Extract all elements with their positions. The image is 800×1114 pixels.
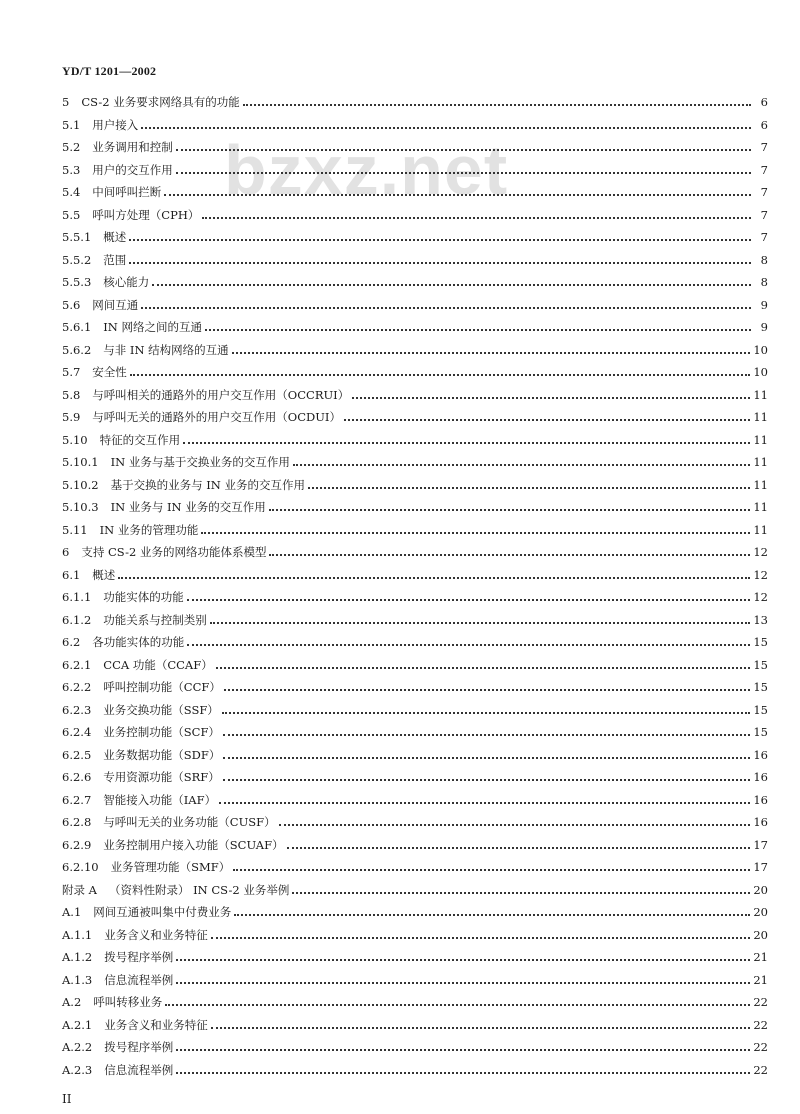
toc-entry-title: 与呼叫无关的通路外的用户交互作用（OCDUI） [92, 410, 341, 425]
toc-entry [62, 991, 768, 1014]
toc-entry-number: A.1.1 [62, 927, 93, 942]
toc-entry-page: 8 [760, 252, 768, 267]
toc-dot-leader [234, 904, 750, 916]
toc-entry-number: 6.1 [62, 567, 81, 582]
toc-entry-number: 5.9 [62, 410, 81, 425]
toc-entry-title: 呼叫转移业务 [93, 995, 163, 1010]
toc-dot-leader [129, 252, 751, 264]
toc-entry [62, 474, 768, 497]
toc-entry-title: 概述 [92, 567, 116, 582]
toc-entry-number: 5.5.1 [62, 230, 92, 245]
toc-entry-number: 5.11 [62, 522, 88, 537]
toc-dot-leader [130, 364, 751, 376]
toc-dot-leader [176, 949, 750, 961]
toc-entry-page: 15 [753, 635, 768, 650]
toc-dot-leader [165, 994, 750, 1006]
toc-dot-leader [211, 927, 751, 939]
watermark: bzxz.net [224, 131, 509, 209]
toc-dot-leader [210, 612, 751, 624]
toc-entry-page: 7 [760, 207, 768, 222]
toc-dot-leader [292, 882, 750, 894]
toc-entry-page: 12 [753, 590, 768, 605]
toc-entry-page: 8 [760, 275, 768, 290]
toc-entry [62, 384, 768, 407]
toc-entry-page: 11 [753, 522, 768, 537]
toc-dot-leader [205, 319, 751, 331]
toc-entry-page: 9 [760, 320, 768, 335]
toc-entry-title: 功能关系与控制类别 [103, 612, 207, 627]
toc-entry-page: 17 [753, 860, 768, 875]
toc-entry [62, 451, 768, 474]
toc-entry [62, 564, 768, 587]
toc-entry-page: 6 [760, 95, 768, 110]
toc-entry [62, 339, 768, 362]
toc-entry [62, 586, 768, 609]
toc-entry-title: 业务控制用户接入功能（SCUAF） [103, 837, 284, 852]
toc-dot-leader [176, 139, 751, 151]
toc-entry-page: 16 [753, 747, 768, 762]
toc-entry [62, 316, 768, 339]
toc-entry-title: 特征的交互作用 [99, 432, 181, 447]
toc-entry [62, 204, 768, 227]
toc-dot-leader [269, 544, 750, 556]
toc-dot-leader [269, 499, 751, 511]
toc-entry-page: 10 [753, 342, 768, 357]
toc-entry-number: 5.6.1 [62, 320, 92, 335]
toc-entry-number: 附录 A [62, 882, 97, 897]
toc-entry [62, 1036, 768, 1059]
toc-entry [62, 654, 768, 677]
toc-entry [62, 226, 768, 249]
toc-entry [62, 249, 768, 272]
toc-entry-title: 概述 [103, 230, 127, 245]
toc-entry [62, 879, 768, 902]
toc-entry-page: 11 [753, 500, 768, 515]
toc-entry-page: 15 [753, 680, 768, 695]
toc-entry-number: 6.2.9 [62, 837, 92, 852]
toc-entry-number: A.2.2 [62, 1040, 93, 1055]
toc-entry [62, 631, 768, 654]
toc-entry [62, 856, 768, 879]
toc-entry-number: 5.4 [62, 185, 81, 200]
toc-entry [62, 766, 768, 789]
toc-entry-number: 5.5.2 [62, 252, 92, 267]
toc-entry [62, 924, 768, 947]
toc-dot-leader [352, 387, 750, 399]
toc-entry-title: 业务含义和业务特征 [104, 1017, 208, 1032]
toc-entry-page: 22 [753, 995, 768, 1010]
toc-entry-number: 5.3 [62, 162, 81, 177]
toc-entry-title: 网间互通 [92, 297, 139, 312]
toc-dot-leader [202, 207, 751, 219]
toc-entry-page: 13 [753, 612, 768, 627]
toc-entry-page: 11 [753, 387, 768, 402]
toc-dot-leader [176, 972, 750, 984]
toc-entry-number: A.2 [62, 995, 82, 1010]
toc-entry-page: 20 [753, 882, 768, 897]
toc-entry-title: 范围 [103, 252, 127, 267]
toc-entry [62, 181, 768, 204]
toc-entry [62, 1014, 768, 1037]
toc-entry-title: IN 网络之间的互通 [103, 320, 203, 335]
toc-entry [62, 429, 768, 452]
toc-entry [62, 699, 768, 722]
toc-entry-number: 6.2.8 [62, 815, 92, 830]
toc-entry-title: 拨号程序举例 [104, 950, 174, 965]
toc-entry-page: 11 [753, 477, 768, 492]
toc-entry-number: 6.2.10 [62, 860, 99, 875]
toc-entry-title: CCA 功能（CCAF） [103, 657, 213, 672]
toc-entry-number: 5.8 [62, 387, 81, 402]
toc-entry-page: 16 [753, 792, 768, 807]
toc-entry-number: 6.2.1 [62, 657, 92, 672]
toc-entry-number: 6.2.6 [62, 770, 92, 785]
toc-entry-number: 6.2.7 [62, 792, 92, 807]
toc-entry-title: 业务数据功能（SDF） [103, 747, 221, 762]
toc-entry [62, 969, 768, 992]
toc-entry-title: IN 业务的管理功能 [99, 522, 199, 537]
toc-entry-number: A.1.3 [62, 972, 93, 987]
toc-entry-title: 专用资源功能（SRF） [103, 770, 220, 785]
toc-entry-page: 15 [753, 657, 768, 672]
document-header: YD/T 1201—2002 [62, 64, 157, 78]
toc-entry-title: 业务调用和控制 [92, 140, 173, 155]
toc-entry-page: 22 [753, 1062, 768, 1077]
toc-entry [62, 406, 768, 429]
toc-entry-page: 21 [753, 972, 768, 987]
toc-entry-page: 20 [753, 905, 768, 920]
toc-entry-page: 16 [753, 815, 768, 830]
toc-entry-number: 6.2.2 [62, 680, 92, 695]
toc-dot-leader [141, 297, 751, 309]
toc-entry [62, 1059, 768, 1082]
toc-dot-leader [344, 409, 750, 421]
toc-dot-leader [187, 634, 750, 646]
toc-entry-title: 基于交换的业务与 IN 业务的交互作用 [110, 477, 305, 492]
toc-entry-number: 5.1 [62, 117, 81, 132]
toc-entry-title: 信息流程举例 [104, 1062, 174, 1077]
toc-entry-page: 6 [760, 117, 768, 132]
toc-entry-title: 核心能力 [103, 275, 150, 290]
toc-dot-leader [223, 724, 750, 736]
toc-dot-leader [152, 274, 751, 286]
toc-entry-number: 5.7 [62, 365, 81, 380]
toc-entry-title: 用户接入 [92, 117, 139, 132]
toc-entry-title: CS-2 业务要求网络具有的功能 [81, 95, 240, 110]
toc-dot-leader [129, 229, 751, 241]
toc-entry-title: 各功能实体的功能 [92, 635, 185, 650]
toc-dot-leader [164, 184, 751, 196]
toc-entry [62, 294, 768, 317]
toc-entry-title: 中间呼叫拦断 [92, 185, 162, 200]
toc-dot-leader [279, 814, 751, 826]
toc-entry-page: 12 [753, 567, 768, 582]
toc-entry-number: 6.1.1 [62, 590, 92, 605]
toc-entry-page: 7 [760, 162, 768, 177]
toc-entry-page: 22 [753, 1040, 768, 1055]
toc-entry-title: 信息流程举例 [104, 972, 174, 987]
toc-entry [62, 361, 768, 384]
toc-dot-leader [216, 657, 751, 669]
toc-entry-page: 10 [753, 365, 768, 380]
toc-entry-title: 业务管理功能（SMF） [110, 860, 231, 875]
toc-entry-title: 功能实体的功能 [103, 590, 184, 605]
toc-entry-page: 9 [760, 297, 768, 312]
toc-entry-page: 11 [753, 410, 768, 425]
toc-dot-leader [219, 792, 750, 804]
toc-dot-leader [223, 747, 750, 759]
toc-entry [62, 946, 768, 969]
toc-entry [62, 91, 768, 114]
toc-entry-title: 呼叫控制功能（CCF） [103, 680, 221, 695]
toc-entry-page: 11 [753, 432, 768, 447]
toc-entry-number: A.2.3 [62, 1062, 93, 1077]
toc-dot-leader [224, 679, 751, 691]
toc-entry-number: 5.5 [62, 207, 81, 222]
toc-entry-title: （资料性附录） IN CS-2 业务举例 [108, 882, 290, 897]
toc-dot-leader [243, 94, 751, 106]
toc-dot-leader [183, 432, 750, 444]
toc-dot-leader [308, 477, 750, 489]
toc-dot-leader [141, 117, 751, 129]
toc-entry-number: 6.1.2 [62, 612, 92, 627]
page-number: II [62, 1092, 72, 1106]
toc-entry [62, 721, 768, 744]
toc-dot-leader [176, 1062, 750, 1074]
toc-entry-number: 6.2 [62, 635, 81, 650]
toc-entry-title: 用户的交互作用 [92, 162, 173, 177]
toc-entry-title: 网间互通被叫集中付费业务 [93, 905, 232, 920]
toc-dot-leader [176, 1039, 750, 1051]
toc-entry [62, 744, 768, 767]
toc-entry-number: 6.2.4 [62, 725, 92, 740]
toc-entry-page: 15 [753, 702, 768, 717]
toc-entry [62, 136, 768, 159]
toc-dot-leader [201, 522, 750, 534]
toc-entry-title: 业务交换功能（SSF） [103, 702, 219, 717]
toc-dot-leader [118, 567, 750, 579]
toc-entry-number: 6.2.3 [62, 702, 92, 717]
toc-entry-number: 5.10 [62, 432, 88, 447]
toc-entry-title: IN 业务与 IN 业务的交互作用 [110, 500, 266, 515]
toc-entry [62, 271, 768, 294]
toc-entry-number: 5 [62, 95, 70, 110]
toc-entry-title: 智能接入功能（IAF） [103, 792, 217, 807]
toc-entry-title: 业务控制功能（SCF） [103, 725, 220, 740]
table-of-contents [62, 91, 768, 1081]
toc-entry-title: IN 业务与基于交换业务的交互作用 [110, 455, 290, 470]
toc-entry-number: 5.5.3 [62, 275, 92, 290]
toc-entry [62, 519, 768, 542]
toc-dot-leader [293, 454, 751, 466]
toc-dot-leader [233, 859, 750, 871]
toc-dot-leader [223, 769, 751, 781]
toc-entry-page: 11 [753, 455, 768, 470]
toc-entry [62, 114, 768, 137]
toc-entry-number: 6 [62, 545, 70, 560]
toc-entry-title: 支持 CS-2 业务的网络功能体系模型 [81, 545, 267, 560]
toc-entry-page: 17 [753, 837, 768, 852]
toc-entry-title: 拨号程序举例 [104, 1040, 174, 1055]
toc-entry-number: 6.2.5 [62, 747, 92, 762]
toc-entry-title: 与非 IN 结构网络的互通 [103, 342, 229, 357]
toc-entry [62, 676, 768, 699]
toc-entry-page: 15 [753, 725, 768, 740]
toc-entry-number: 5.6.2 [62, 342, 92, 357]
toc-entry-number: A.2.1 [62, 1017, 93, 1032]
toc-entry-page: 7 [760, 185, 768, 200]
toc-entry [62, 541, 768, 564]
toc-entry [62, 496, 768, 519]
toc-entry-title: 呼叫方处理（CPH） [92, 207, 200, 222]
toc-dot-leader [287, 837, 751, 849]
toc-entry [62, 901, 768, 924]
toc-entry-number: 5.10.1 [62, 455, 99, 470]
toc-entry-number: 5.2 [62, 140, 81, 155]
toc-entry-page: 7 [760, 140, 768, 155]
toc-entry-page: 12 [753, 545, 768, 560]
toc-entry-page: 7 [760, 230, 768, 245]
toc-entry-title: 与呼叫无关的业务功能（CUSF） [103, 815, 276, 830]
toc-entry [62, 609, 768, 632]
toc-entry [62, 159, 768, 182]
toc-entry-number: A.1 [62, 905, 82, 920]
toc-entry-number: 5.10.3 [62, 500, 99, 515]
toc-entry [62, 811, 768, 834]
toc-entry-page: 20 [753, 927, 768, 942]
toc-dot-leader [187, 589, 751, 601]
toc-entry-page: 22 [753, 1017, 768, 1032]
toc-entry [62, 834, 768, 857]
toc-entry-page: 16 [753, 770, 768, 785]
toc-entry-number: 5.10.2 [62, 477, 99, 492]
toc-dot-leader [222, 702, 751, 714]
toc-entry-title: 业务含义和业务特征 [104, 927, 208, 942]
toc-entry-number: A.1.2 [62, 950, 93, 965]
toc-entry-title: 安全性 [92, 365, 127, 380]
toc-entry-number: 5.6 [62, 297, 81, 312]
toc-entry [62, 789, 768, 812]
toc-entry-title: 与呼叫相关的通路外的用户交互作用（OCCRUI） [92, 387, 350, 402]
toc-dot-leader [211, 1017, 751, 1029]
toc-entry-page: 21 [753, 950, 768, 965]
toc-dot-leader [232, 342, 751, 354]
toc-dot-leader [176, 162, 751, 174]
